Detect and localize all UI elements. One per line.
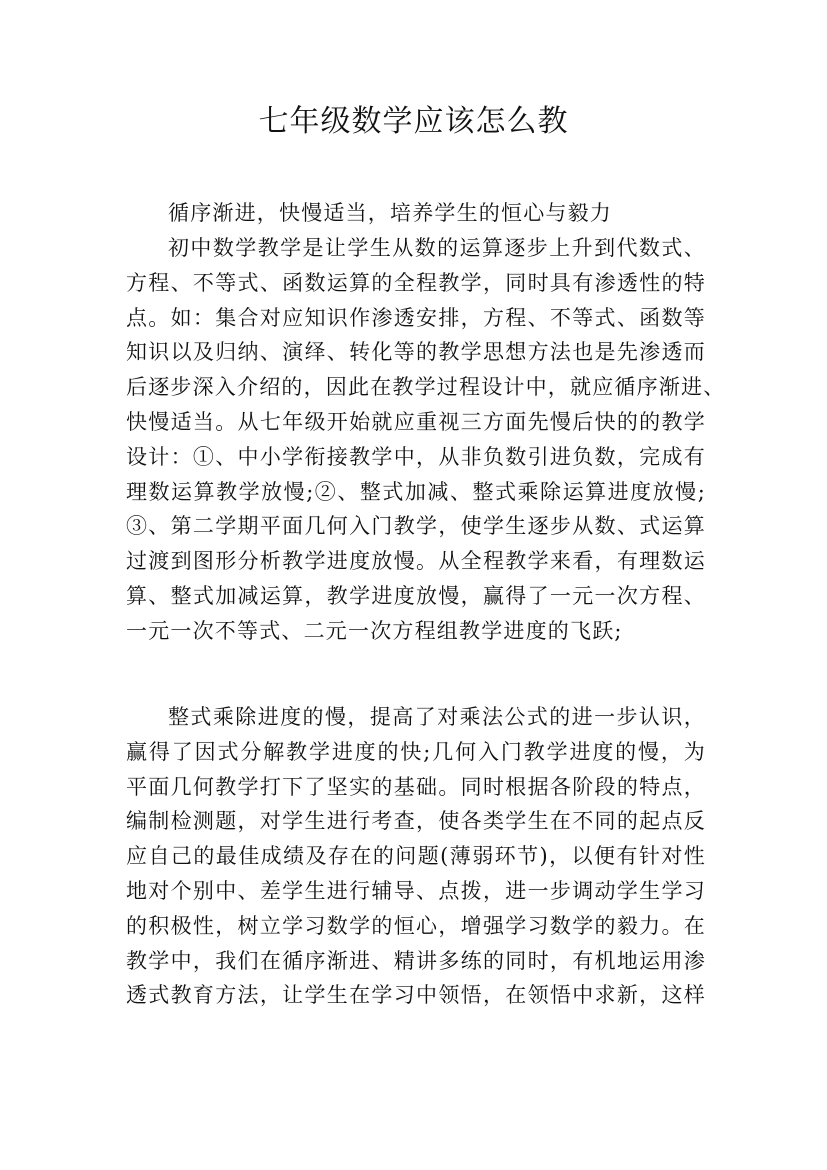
paragraph-line: 理数运算教学放慢;②、整式加减、整式乘除运算进度放慢; [126,479,706,504]
paragraph-line: 平面几何教学打下了坚实的基础。同时根据各阶段的特点， [126,774,706,799]
paragraph-line: 应自己的最佳成绩及存在的问题(薄弱环节)，以便有针对性 [126,844,706,869]
paragraph-line: 过渡到图形分析教学进度放慢。从全程教学来看，有理数运 [126,549,706,574]
paragraph-line: 算、整式加减运算，教学进度放慢，赢得了一元一次方程、 [126,583,706,608]
paragraph-line: 方程、不等式、函数运算的全程教学，同时具有渗透性的特 [126,270,706,295]
paragraph-line: 一元一次不等式、二元一次方程组教学进度的飞跃; [126,618,623,643]
paragraph-line: 初中数学教学是让学生从数的运算逐步上升到代数式、 [168,236,706,260]
paragraph-line: 整式乘除进度的慢，提高了对乘法公式的进一步认识， [168,705,706,729]
paragraph-line: 点。如：集合对应知识作渗透安排，方程、不等式、函数等 [126,305,706,330]
paragraph-line: 地对个别中、差学生进行辅导、点拨，进一步调动学生学习 [126,878,706,903]
paragraph-line: 赢得了因式分解教学进度的快;几何入门教学进度的慢，为 [126,739,706,764]
section-subheading: 循序渐进，快慢适当，培养学生的恒心与毅力 [168,201,612,225]
paragraph-line: 的积极性，树立学习数学的恒心，增强学习数学的毅力。在 [126,913,706,938]
paragraph-line: 快慢适当。从七年级开始就应重视三方面先慢后快的的教学 [126,409,706,434]
paragraph-line: 编制检测题，对学生进行考查，使各类学生在不同的起点反 [126,809,706,834]
paragraph-line: 设计：①、中小学衔接教学中，从非负数引进负数，完成有 [126,444,706,469]
paragraph-line: 透式教育方法，让学生在学习中领悟，在领悟中求新，这样 [126,983,706,1008]
paragraph-line: 教学中，我们在循序渐进、精讲多练的同时，有机地运用渗 [126,948,706,973]
paragraph-line: 后逐步深入介绍的，因此在教学过程设计中，就应循序渐进、 [126,375,726,400]
paragraph-1 [126,231,726,649]
paragraph-2 [126,700,706,1013]
document-title: 七年级数学应该怎么教 [258,104,569,139]
paragraph-line: 知识以及归纳、演绎、转化等的教学思想方法也是先渗透而 [126,340,706,365]
paragraph-line: ③、第二学期平面几何入门教学，使学生逐步从数、式运算 [126,514,706,539]
